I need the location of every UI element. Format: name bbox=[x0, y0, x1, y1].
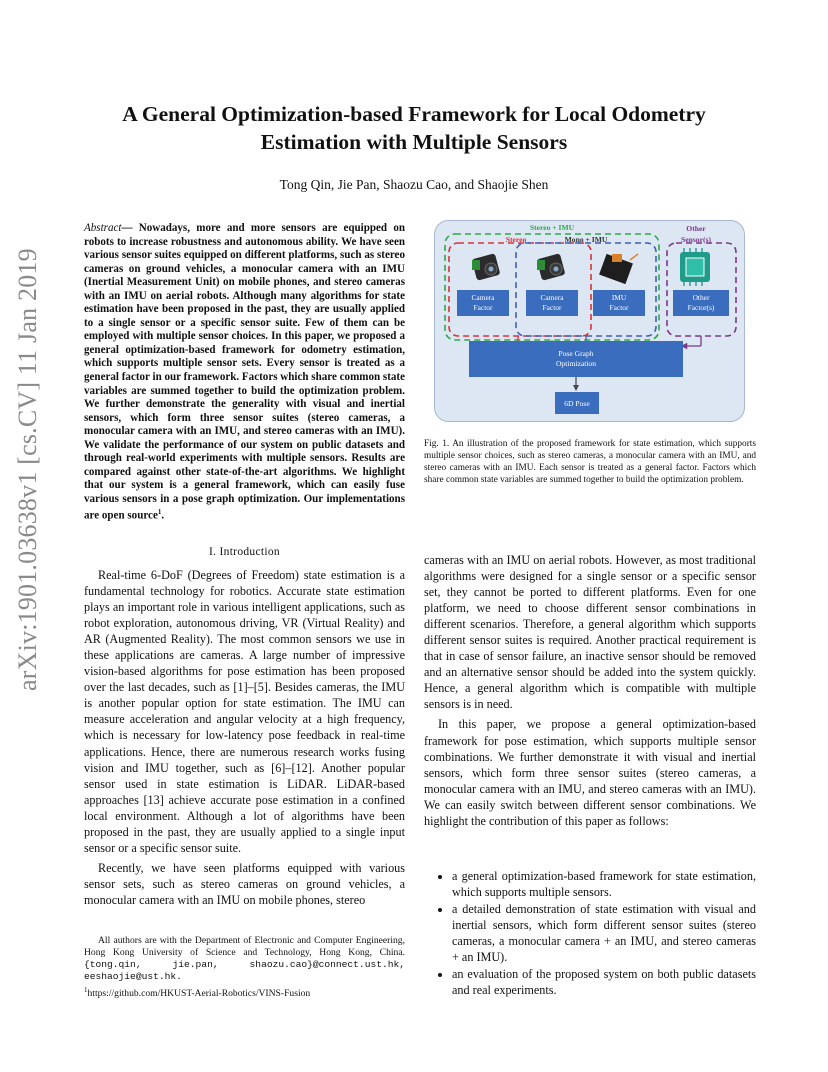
figure-caption: Fig. 1. An illustration of the proposed framework for state estimation, which supports multiple sensor choices, such as stereo cameras, a monocular camera with an IMU, and stereo cameras with an IMU. Each sensor is treated as a general factor. Factors which share common state variables are summed together to build the optimization problem. bbox=[424, 439, 756, 486]
contribution-list bbox=[438, 868, 756, 999]
intro-left-column bbox=[84, 567, 405, 908]
intro-right-column bbox=[424, 552, 756, 829]
imu-factor-sublabel: Factor bbox=[609, 303, 629, 312]
figure-panel bbox=[435, 221, 745, 422]
author-list: Tong Qin, Jie Pan, Shaozu Cao, and Shaojie Shen bbox=[279, 177, 549, 192]
other-factor-sublabel: Factor(s) bbox=[687, 303, 715, 312]
abstract-body: — Nowadays, more and more sensors are equipped on robots to increase robustness and autonomous ability. We have seen various sensor suites equipped on different platforms, such as stereo cameras on ground vehicles, a monocular camera with an IMU (Inertial Measurement Unit) on mobile phones, and stereo cameras with an IMU on aerial robots. Although many algorithms for state estimation have been proposed in the past, they are usually applied to a single sensor or a specific sensor suite. Few of them can be employed with multiple sensor choices. In this paper, we proposed a general optimization-based framework for odometry estimation, which supports multiple sensor sets. Every sensor is treated as a general factor in our framework. Factors which share common state variables are summed together to build the optimization problem. We further demonstrate the generality with visual and inertial sensors, which form three sensor suites (stereo cameras, a monocular camera with an IMU, and stereo cameras with an IMU). We validate the performance of our system on public datasets and through real-world experiments with multiple sensors. Results are compared against other state-of-the-art algorithms. We highlight that our system is a general framework, which can easily fuse various sensors in a pose graph optimization. Our implementations are open source bbox=[84, 222, 405, 523]
label-mono-imu: Mono + IMU bbox=[564, 235, 608, 244]
intro-paragraph: In this paper, we propose a general optimization-based framework for pose estimation, which supports multiple sensor combinations. We further demonstrate it with visual and inertial sensors, which form three sensor suites (stereo cameras, a monocular camera with an IMU, and stereo cameras with an IMU). We can easily switch between different sensor combinations. We highlight the contribution of this paper as follows: bbox=[424, 717, 756, 828]
camera-factor-label-right: Camera bbox=[540, 293, 564, 302]
label-sensors: Sensor(s) bbox=[681, 235, 711, 244]
affiliation-footnote bbox=[84, 935, 405, 983]
code-url: https://github.com/HKUST-Aerial-Robotics/VINS-Fusion bbox=[87, 988, 311, 1000]
list-item: • a general optimization-based framework for state estimation, which supports multiple sensors. bbox=[452, 868, 756, 900]
pose-6d-label: 6D Pose bbox=[564, 399, 590, 408]
footnote-mark: 1 bbox=[84, 986, 88, 994]
abstract-lead: Abstract bbox=[84, 222, 122, 234]
footnote-mark: 1 bbox=[157, 508, 162, 517]
abstract: Abstract— Nowadays, more and more sensors are equipped on robots to increase robustness and autonomous ability. We have seen various sensor suites equipped on different platforms, such as stereo cameras on ground vehicles, a monocular camera with an IMU (Inertial Measurement Unit) on mobile phones, and stereo cameras with an IMU on aerial robots. Although many algorithms for state estimation have been proposed in the past, they are usually applied to a single sensor or a specific sensor suite. Few of them can be employed with multiple sensor choices. In this paper, we proposed a general optimization-based framework for odometry estimation, which supports multiple sensor sets. Every sensor is treated as a general factor in our framework. Factors which share common state variables are summed together to build the optimization problem. We further demonstrate the generality with visual and inertial sensors, which form three sensor suites (stereo cameras, a monocular camera with an IMU, and stereo cameras with an IMU). We validate the performance of our system on public datasets and through real-world experiments with multiple sensors. Results are compared against other state-of-the-art algorithms. We highlight that our system is a general framework, which can easily fuse various sensors in a pose graph optimization. Our implementations are open source$^1$. bbox=[84, 222, 405, 523]
factor-label-left: Factor bbox=[473, 303, 493, 312]
other-factor-label: Other bbox=[692, 293, 710, 302]
list-item: • a detailed demonstration of state estimation with visual and inertial sensors, which form different sensor suites (stereo cameras, a monocular camera + an IMU, and stereo cameras + an IMU). bbox=[452, 901, 756, 965]
paper-title: A General Optimization-based Framework for Local Odometry Estimation with Multiple Sensors bbox=[122, 102, 706, 154]
intro-paragraph: Recently, we have seen platforms equipped with various sensor sets, such as stereo cameras on ground vehicles, a monocular camera with an IMU on mobile phones, stereo bbox=[84, 860, 405, 907]
chip-icon bbox=[680, 248, 710, 286]
camera-factor-label-left: Camera bbox=[471, 293, 495, 302]
intro-paragraph: Real-time 6-DoF (Degrees of Freedom) state estimation is a fundamental technology for robotics. Accurate state estimation plays an important role in various intelligent applications, such as robot exploration, autonomous driving, VR (Virtual Reality) and AR (Augmented Reality). The most common sensors we use in these applications are cameras. A large number of impressive vision-based algorithms for pose estimation has been proposed over the last decades, such as [1]–[5]. Besides cameras, the IMU is another popular option for state estimation. The IMU can measure acceleration and angular velocity at a high frequency, which is necessary for low-latency pose feedback in real-time applications. Hence, there are numerous research works fusing vision and IMU together, such as [6]–[12]. Another popular sensor used in state estimation is LiDAR. LiDAR-based approaches [13] achieve accurate pose estimation in a confined local environment. Although a lot of algorithms have been proposed in the past, they are usually applied to a single input sensor or a specific sensor suite. bbox=[84, 568, 405, 855]
list-item: • an evaluation of the proposed system on both public datasets and real experiments. bbox=[452, 966, 756, 998]
author-emails: {tong.qin, jie.pan, shaozu.cao}@connect.ust.hk, eeshaojie@ust.hk. bbox=[84, 959, 405, 983]
arxiv-stamp: arXiv:1901.03638v1 [cs.CV] 11 Jan 2019 bbox=[13, 248, 42, 691]
factor-label-right: Factor bbox=[542, 303, 562, 312]
framework-figure bbox=[434, 220, 746, 423]
intro-paragraph: cameras with an IMU on aerial robots. However, as most traditional algorithms were designed for a single sensor or a specific sensor set, they cannot be ported to different platforms. Even for one platform, we need to choose different sensor combinations in different scenarios. Therefore, a general algorithm which supports different sensor suites is required. Another practical requirement is that in case of sensor failure, an inactive sensor should be removed and an alternative sensor should be added into the system quickly. Hence, a general algorithm which is compatible with multiple sensors is in need. bbox=[424, 553, 756, 712]
section-heading: I. Introduction bbox=[209, 546, 280, 558]
label-stereo-imu: Stereo + IMU bbox=[529, 223, 575, 232]
imu-factor-label: IMU bbox=[611, 293, 627, 302]
optimization-label: Optimization bbox=[555, 359, 597, 368]
label-stereo: Stereo bbox=[505, 235, 527, 244]
pose-graph-label: Pose Graph bbox=[558, 349, 594, 358]
label-other: Other bbox=[686, 224, 706, 233]
affiliation-text: All authors are with the Department of Electronic and Computer Engineering, Hong Kong University of Science and Technology, Hong Kong, China. bbox=[84, 935, 405, 959]
code-footnote bbox=[84, 986, 405, 999]
